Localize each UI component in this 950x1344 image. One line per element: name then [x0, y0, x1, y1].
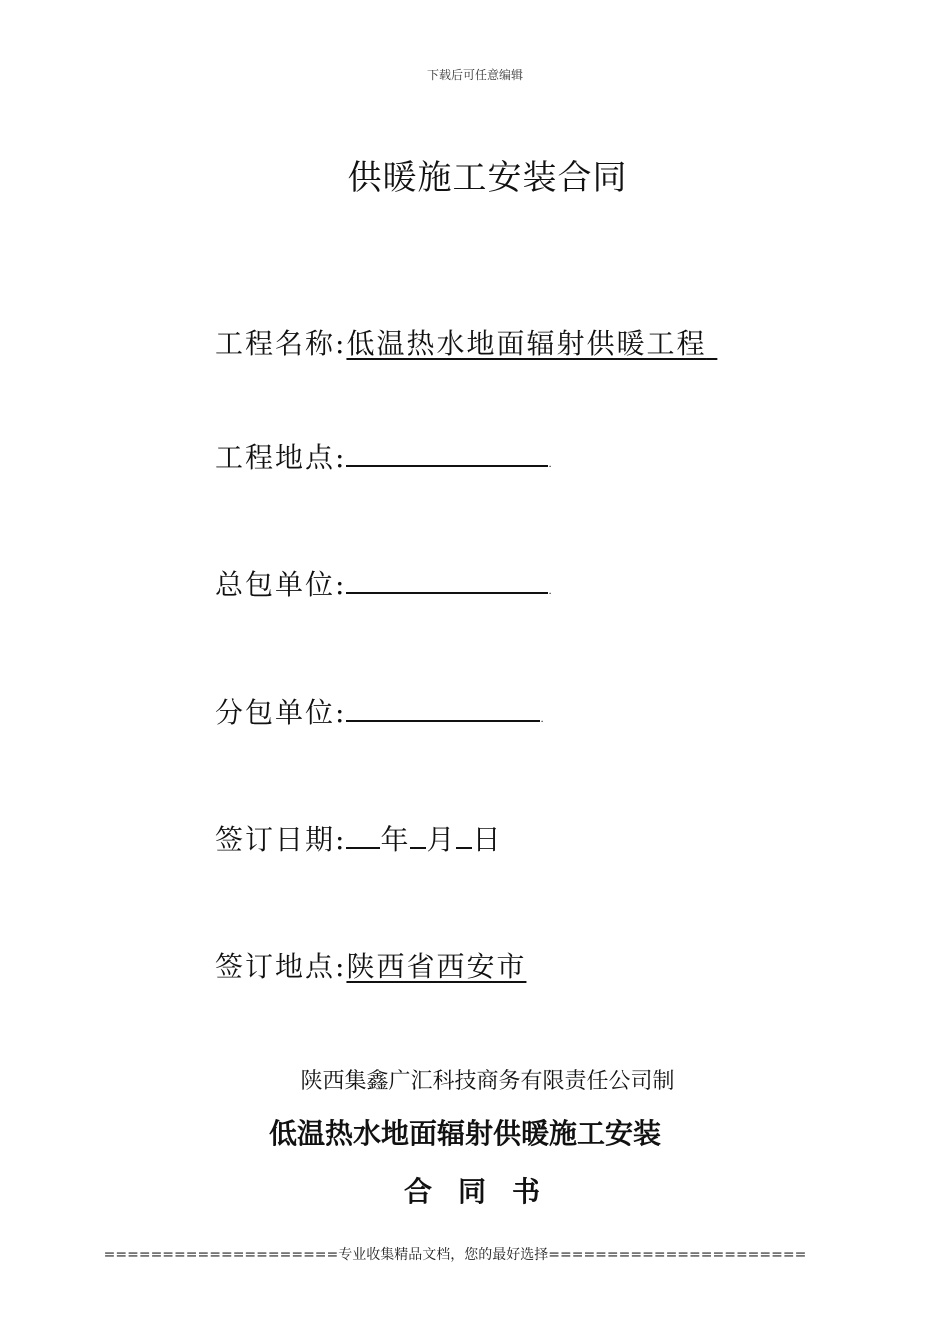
year-label: 年	[380, 823, 411, 856]
year-blank	[346, 825, 380, 849]
day-blank	[456, 825, 472, 849]
contract-subtitle: 低温热水地面辐射供暖施工安装	[268, 1117, 661, 1150]
project-name-underline-tail	[706, 327, 717, 360]
contract-book-title: 合同书	[403, 1175, 566, 1208]
project-location-row	[215, 436, 554, 476]
general-contractor-row	[215, 563, 554, 603]
subcontractor-blank	[346, 698, 540, 722]
maker-company: 陕西集鑫广汇科技商务有限责任公司制	[300, 1069, 675, 1094]
subcontractor-row	[215, 691, 546, 731]
project-location-label: 工程地点:	[215, 441, 347, 474]
sign-place-label: 签订地点:	[215, 950, 347, 983]
project-name-value: 低温热水地面辐射供暖工程	[346, 327, 707, 360]
sign-date-row	[215, 818, 502, 858]
document-title: 供暖施工安装合同	[347, 158, 628, 198]
subcontractor-label: 分包单位:	[215, 696, 347, 729]
general-contractor-label: 总包单位:	[215, 568, 347, 601]
header-note: 下载后可任意编辑	[426, 68, 523, 82]
sign-place-value: 陕西省西安市	[346, 950, 527, 983]
general-contractor-blank	[346, 570, 548, 594]
blank-end-dot: .	[540, 714, 546, 725]
month-blank	[410, 825, 426, 849]
project-location-blank	[346, 443, 548, 467]
sign-date-label: 签订日期:	[215, 823, 347, 856]
blank-end-dot: .	[548, 459, 554, 470]
sign-place-row	[215, 945, 526, 985]
day-label: 日	[472, 823, 503, 856]
project-name-label: 工程名称:	[215, 327, 347, 360]
project-name-row	[215, 322, 717, 362]
footer-note: ====================专业收集精品文档，您的最好选择======================	[103, 1247, 807, 1263]
blank-end-dot: .	[548, 586, 554, 597]
month-label: 月	[426, 823, 457, 856]
